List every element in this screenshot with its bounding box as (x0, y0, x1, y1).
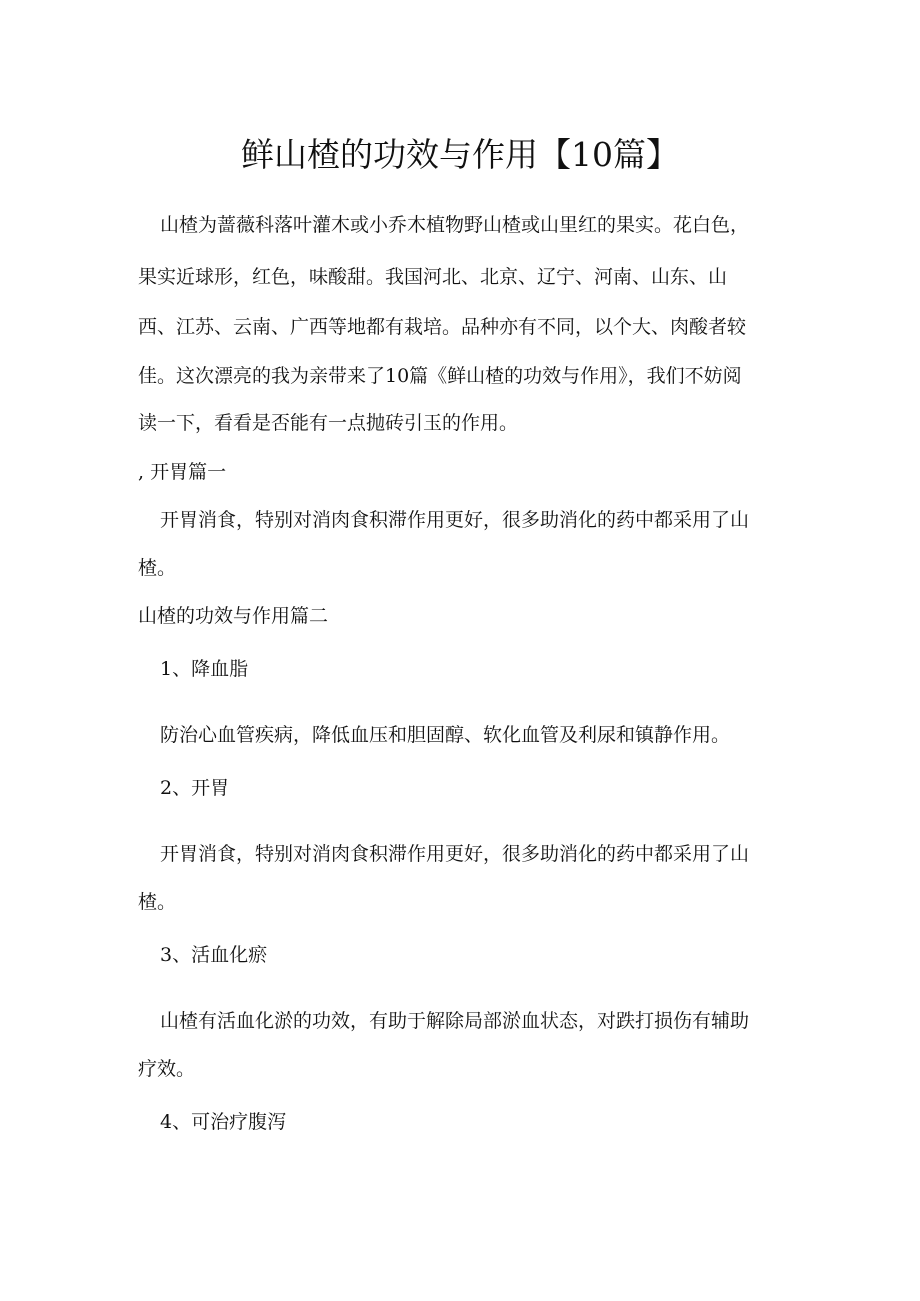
section1-heading: , 开胃篇一 (138, 461, 227, 483)
intro-line-2: 果实近球形，红色，味酸甜。我国河北、北京、辽宁、河南、山东、山 (138, 266, 728, 288)
section1-line-2: 楂。 (138, 557, 177, 579)
intro-line-5: 读一下，看看是否能有一点抛砖引玉的作用。 (138, 412, 519, 434)
item-3-line-2: 疗效。 (138, 1058, 196, 1080)
item-3-heading: 3、活血化瘀 (160, 944, 268, 966)
item-4-heading: 4、可治疗腹泻 (160, 1111, 287, 1133)
item-2-heading: 2、开胃 (160, 777, 230, 799)
item-2-line-1: 开胃消食，特别对消肉食积滞作用更好，很多助消化的药中都采用了山 (160, 843, 750, 865)
intro-line-1: 山楂为蔷薇科落叶灌木或小乔木植物野山楂或山里红的果实。花白色， (160, 214, 750, 236)
section2-heading: 山楂的功效与作用篇二 (138, 605, 329, 627)
item-1-line-1: 防治心血管疾病，降低血压和胆固醇、软化血管及利尿和镇静作用。 (160, 724, 731, 746)
item-1-heading: 1、降血脂 (160, 658, 249, 680)
intro-line-3: 西、江苏、云南、广西等地都有栽培。品种亦有不同，以个大、肉酸者较 (138, 316, 747, 338)
item-3-line-1: 山楂有活血化淤的功效，有助于解除局部淤血状态，对跌打损伤有辅助 (160, 1010, 750, 1032)
intro-line-4: 佳。这次漂亮的我为亲带来了10篇《鲜山楂的功效与作用》，我们不妨阅 (138, 365, 742, 387)
document-title: 鲜山楂的功效与作用【10篇】 (241, 135, 679, 174)
item-2-line-2: 楂。 (138, 891, 177, 913)
section1-line-1: 开胃消食，特别对消肉食积滞作用更好，很多助消化的药中都采用了山 (160, 509, 750, 531)
